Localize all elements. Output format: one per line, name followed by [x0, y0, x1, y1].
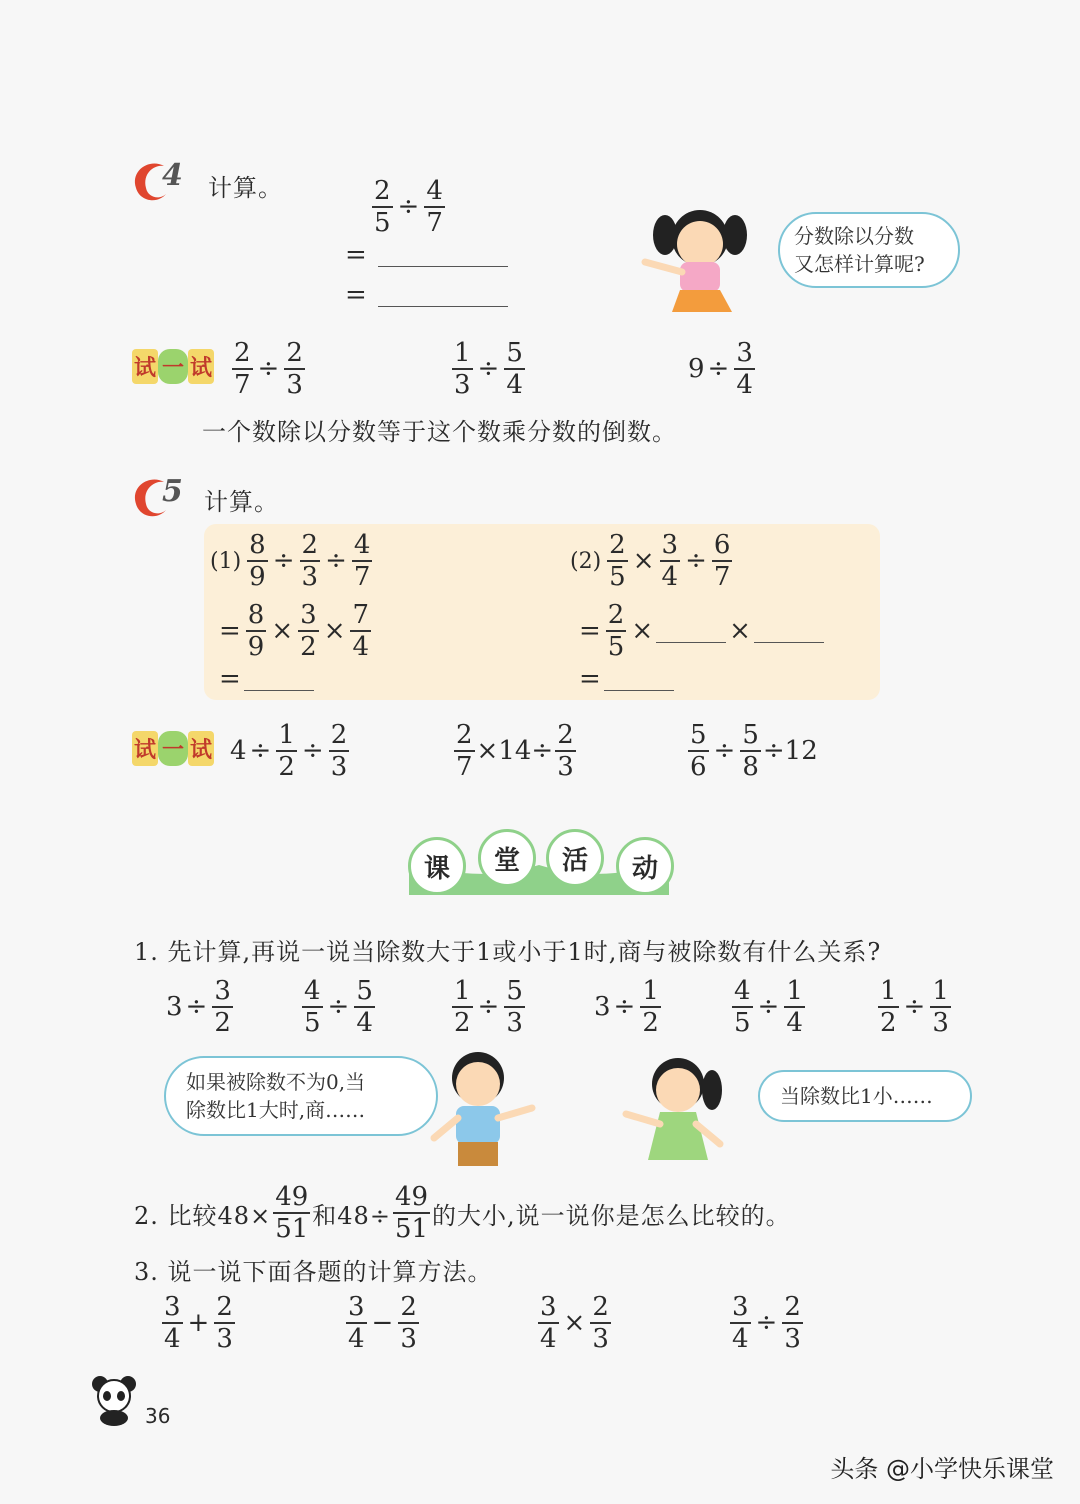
answer-blank[interactable]: [656, 620, 726, 643]
q1-item-1: 3 ÷ $\frac{3}{2}$: [166, 976, 231, 1038]
girl-illustration: [640, 200, 750, 315]
activity-char: 课: [408, 837, 466, 895]
answer-blank[interactable]: [604, 668, 674, 691]
q3-item-2: $\frac{3}{4}$ − $\frac{2}{3}$: [348, 1292, 417, 1354]
division-rule-text: 一个数除以分数等于这个数乘分数的倒数。: [202, 418, 677, 446]
question-2: 2. 比较48× $\frac{49}{51}$ 和48÷ $\frac{49}{51}$ 的大小,说一说你是怎么比较的。: [134, 1182, 791, 1244]
example-5-problem-2-step: = $\frac{2}{5}$ × ×: [576, 602, 824, 660]
example-4-problem: $\frac{2}{5}$ ÷ $\frac{4}{7}$: [374, 176, 443, 238]
answer-blank[interactable]: [378, 244, 508, 267]
question-3-text: 3. 说一说下面各题的计算方法。: [134, 1258, 493, 1286]
answer-blank[interactable]: [754, 620, 824, 643]
question-1-text: 1. 先计算,再说一说当除数大于1或小于1时,商与被除数有什么关系?: [134, 938, 882, 966]
answer-blank[interactable]: [244, 668, 314, 691]
boy-illustration: [428, 1046, 538, 1170]
q1-item-3: $\frac{1}{2}$ ÷ $\frac{5}{3}$: [454, 976, 523, 1038]
panda-icon: [86, 1372, 142, 1428]
girl-illustration: [620, 1052, 730, 1164]
q1-item-2: $\frac{4}{5}$ ÷ $\frac{5}{4}$: [304, 976, 373, 1038]
watermark: 头条 @小学快乐课堂: [830, 1455, 1054, 1483]
classroom-activity-title: [404, 825, 674, 905]
example-4-title: 计算。: [208, 174, 283, 202]
page-number: 36: [145, 1404, 171, 1428]
example-5-problem-2: (2) $\frac{2}{5}$ × $\frac{3}{4}$ ÷ $\frac{6}{7}$: [570, 530, 731, 592]
example-5-title: 计算。: [204, 488, 279, 516]
example-4-step1: =: [342, 240, 508, 270]
try1-item-2: $\frac{1}{3}$ ÷ $\frac{5}{4}$: [454, 338, 523, 400]
q3-item-1: $\frac{3}{4}$ + $\frac{2}{3}$: [164, 1292, 233, 1354]
q3-item-4: $\frac{3}{4}$ ÷ $\frac{2}{3}$: [732, 1292, 801, 1354]
example-5-problem-1: (1) $\frac{8}{9}$ ÷ $\frac{2}{3}$ ÷ $\frac{4}{7}$: [210, 530, 371, 592]
speech-bubble-boy: 如果被除数不为0,当 除数比1大时,商……: [164, 1056, 438, 1136]
example-5-problem-1-result: =: [216, 664, 314, 694]
activity-char: 动: [616, 837, 674, 895]
example-4-number: 4: [162, 158, 183, 193]
q1-item-4: 3 ÷ $\frac{1}{2}$: [594, 976, 659, 1038]
example-4-step2: =: [342, 280, 508, 310]
q1-item-6: $\frac{1}{2}$ ÷ $\frac{1}{3}$: [880, 976, 949, 1038]
example-5-problem-1-step: = $\frac{8}{9}$ × $\frac{3}{2}$ × $\frac{7}{4}$: [219, 600, 370, 662]
try-it-badge: 试 一 试: [132, 728, 214, 768]
activity-char: 活: [546, 829, 604, 887]
try2-item-3: $\frac{5}{6}$ ÷ $\frac{5}{8}$ ÷12: [690, 720, 818, 782]
try2-item-1: 4 ÷ $\frac{1}{2}$ ÷ $\frac{2}{3}$: [230, 720, 348, 782]
example-5-number: 5: [162, 474, 183, 509]
activity-char: 堂: [478, 829, 536, 887]
try1-item-3: 9 ÷ $\frac{3}{4}$: [688, 338, 753, 400]
answer-blank[interactable]: [378, 284, 508, 307]
try-it-badge: 试 一 试: [132, 346, 214, 386]
q1-item-5: $\frac{4}{5}$ ÷ $\frac{1}{4}$: [734, 976, 803, 1038]
example-5-problem-2-result: =: [576, 664, 674, 694]
q3-item-3: $\frac{3}{4}$ × $\frac{2}{3}$: [540, 1292, 609, 1354]
try2-item-2: $\frac{2}{7}$ ×14÷ $\frac{2}{3}$: [456, 720, 574, 782]
speech-bubble-fraction-division: 分数除以分数 又怎样计算呢?: [778, 212, 960, 288]
try1-item-1: $\frac{2}{7}$ ÷ $\frac{2}{3}$: [234, 338, 303, 400]
speech-bubble-girl: 当除数比1小……: [758, 1070, 972, 1122]
